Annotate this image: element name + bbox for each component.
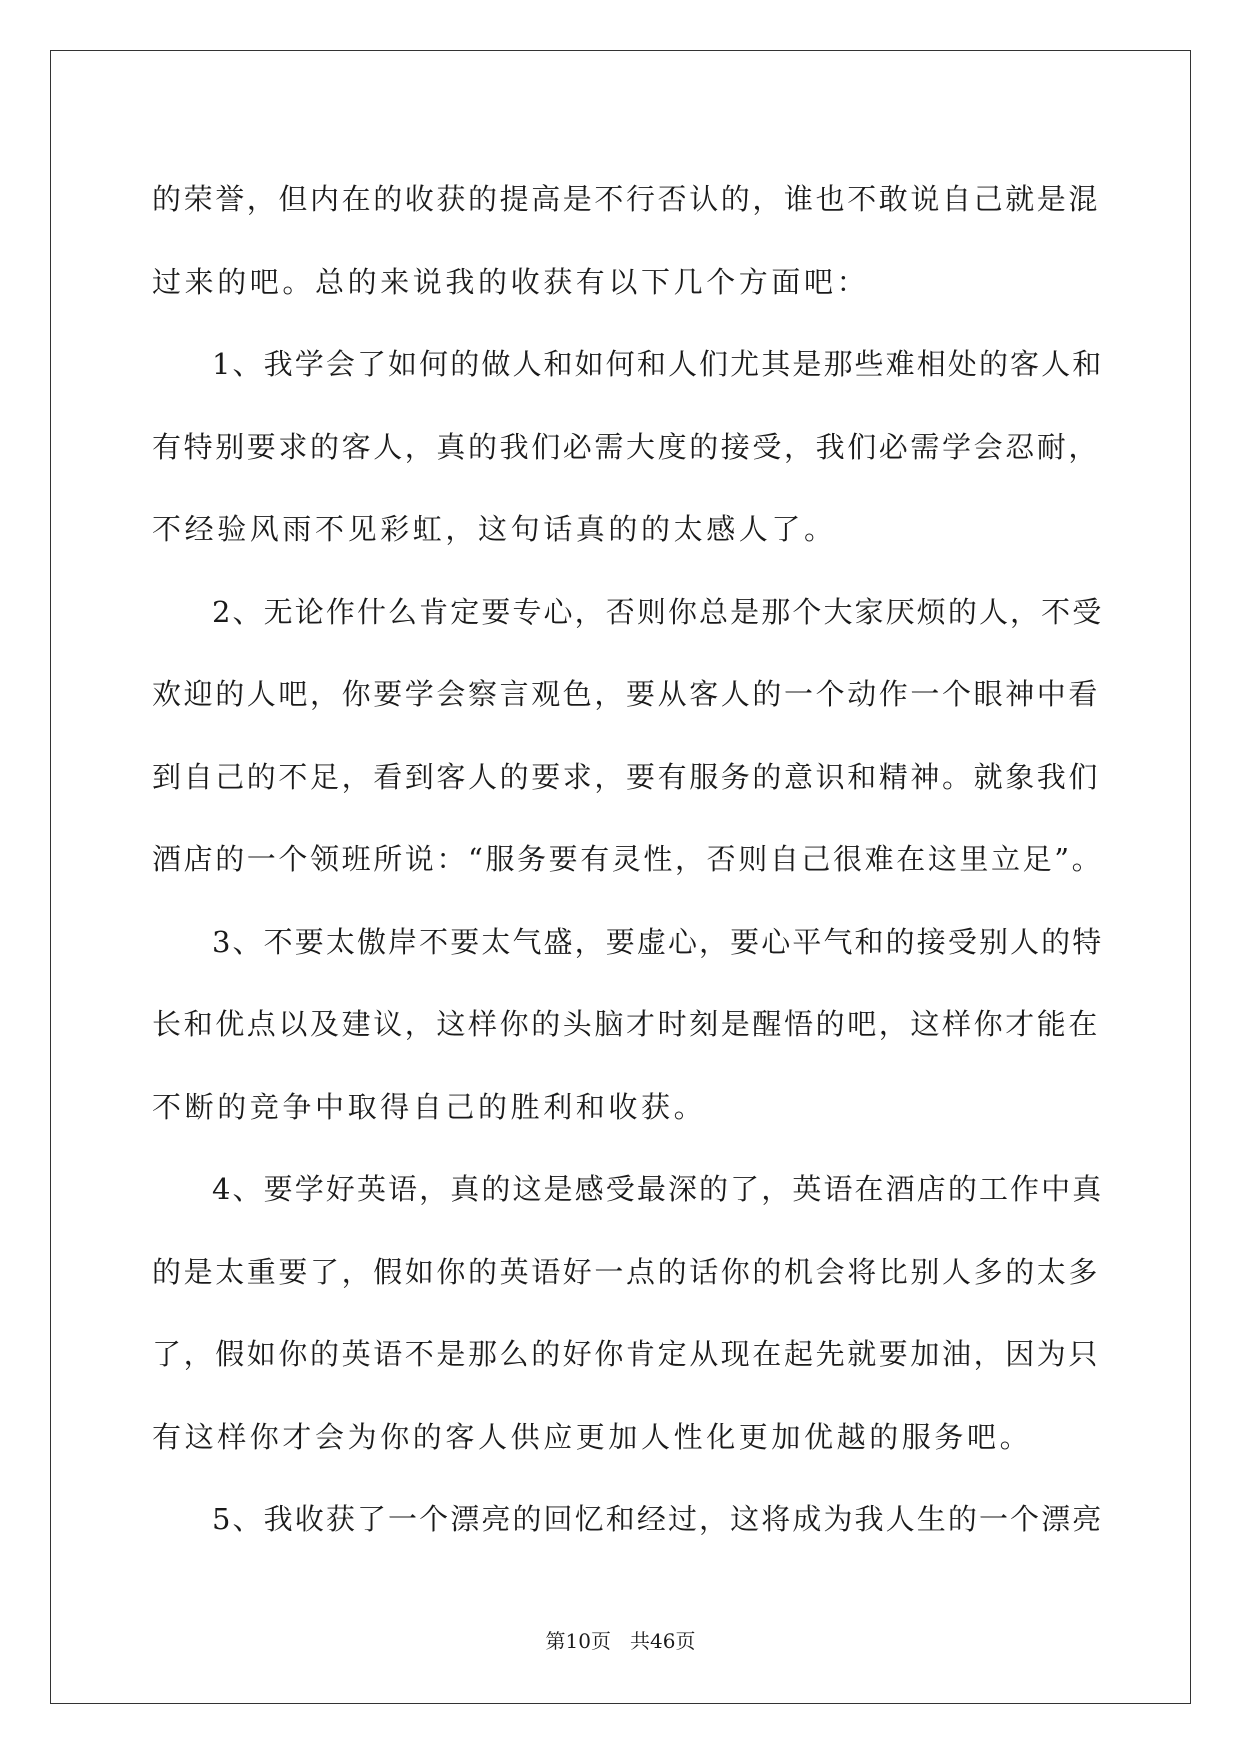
text-line: 有特别要求的客人，真的我们必需大度的接受，我们必需学会忍耐， bbox=[152, 429, 1101, 464]
total-pages: 共46页 bbox=[630, 1629, 696, 1653]
text-line: 4、要学好英语，真的这是感受最深的了，英语在酒店的工作中真 bbox=[212, 1172, 1104, 1206]
text-line: 不断的竞争中取得自己的胜利和收获。 bbox=[152, 1089, 707, 1124]
text-line: 2、无论作什么肯定要专心，否则你总是那个大家厌烦的人，不受 bbox=[212, 594, 1104, 629]
text-line: 欢迎的人吧，你要学会察言观色，要从客人的一个动作一个眼神中看 bbox=[152, 677, 1101, 711]
text-line: 到自己的不足，看到客人的要求，要有服务的意识和精神。就象我们 bbox=[152, 759, 1101, 794]
text-line: 1、我学会了如何的做人和如何和人们尤其是那些难相处的客人和 bbox=[212, 347, 1104, 381]
document-body bbox=[152, 158, 1104, 1561]
text-line: 了，假如你的英语不是那么的好你肯定从现在起先就要加油，因为只 bbox=[152, 1337, 1101, 1371]
page-footer bbox=[0, 1628, 1241, 1654]
text-line: 酒店的一个领班所说：“服务要有灵性，否则自己很难在这里立足”。 bbox=[152, 842, 1104, 876]
text-line: 的是太重要了，假如你的英语好一点的话你的机会将比别人多的太多 bbox=[152, 1254, 1101, 1289]
text-line: 有这样你才会为你的客人供应更加人性化更加优越的服务吧。 bbox=[152, 1419, 1033, 1454]
page-number: 第10页 bbox=[545, 1629, 611, 1653]
text-line: 不经验风雨不见彩虹，这句话真的的太感人了。 bbox=[152, 512, 837, 546]
text-line: 长和优点以及建议，这样你的头脑才时刻是醒悟的吧，这样你才能在 bbox=[152, 1007, 1101, 1041]
text-line: 过来的吧。总的来说我的收获有以下几个方面吧： bbox=[152, 264, 870, 299]
text-line: 的荣誉，但内在的收获的提高是不行否认的，谁也不敢说自己就是混 bbox=[152, 182, 1101, 216]
text-line: 5、我收获了一个漂亮的回忆和经过，这将成为我人生的一个漂亮 bbox=[212, 1502, 1104, 1536]
text-line: 3、不要太傲岸不要太气盛，要虚心，要心平气和的接受别人的特 bbox=[212, 924, 1104, 959]
